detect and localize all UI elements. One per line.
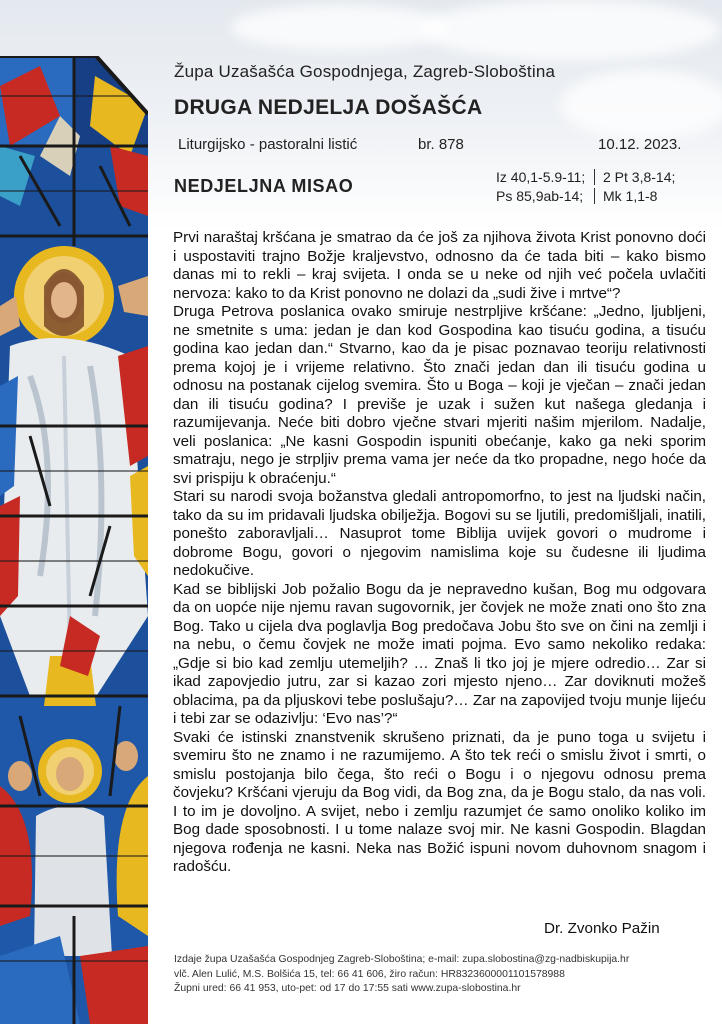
readings-divider [594, 188, 603, 204]
article-paragraph: Svaki će istinski znanstvenik skrušeno priznati, da je puno toga u svijetu i svemiru što ne znamo i ne razumijemo. A što tek reći o smislu život i smrti, o smislu postojanja bilo čega, što reći o Bogu i o njegovu odnosu prema čovjeku? Kršćani vjeruju da Bog vidi, da Bog zna, da je Bogu stalo, da nas voli. I to im je dovoljno. A svijet, nebo i zemlju razumjet će samo onoliko koliko im Bog dade sposobnosti. I u tome nalaze svoj mir. Ne kasni Gospodin. Blagdan njegova rođenja ne kasni. Neka nas Božić ispuni novom duhovnom snagom i radošću. [173, 728, 706, 875]
article-paragraph: Druga Petrova poslanica ovako smiruje nestrpljive kršćane: „Jedno, ljubljeni, ne smetnite s uma: jedan je dan kod Gospodina kao tisuću godina, a tisuću godina kao jedan dan.“ Stvarno, kao da je pisac poznavao teoriju relativnosti prema kojoj je i vrijeme relativno. Što znači jedan dan ili tisuću godina u odnosu na postanak cijelog svemira. Što u Boga – koji je vječan – znači jedan dan ili tisuću godina? I previše je uzak i sužen kut našega gledanja i razumijevanja. Neće biti dobro vječne stvari mjeriti našim mjerilom. Nadalje, veli poslanica: „Ne kasni Gospodin ispuniti obećanje, kako ga neki sporim smatraju, nego je strpljiv prema vama jer neće da tko propadne, nego hoće da svi prispiju k obraćenju.“ [173, 303, 706, 487]
section-title: NEDJELJNA MISAO [174, 176, 354, 196]
article-body [173, 229, 706, 877]
leaflet-type: Liturgijsko - pastoralni listić [178, 136, 358, 153]
reading-first: Iz 40,1-5.9-11; [496, 169, 586, 185]
issue-number: br. 878 [418, 136, 464, 153]
readings-divider [594, 169, 603, 185]
stained-glass-window-image [0, 56, 148, 1024]
article-paragraph: Prvi naraštaj kršćana je smatrao da će još za njihova života Krist ponovno doći i uspostaviti trajno Božje kraljevstvo, odnosno da će tada biti – kako bismo danas mi to rekli – kraj svijeta. I onda se u neke od njih već počela uvlačiti nervoza: kako to da Krist ponovno ne dolazi da „sudi žive i mrtve“? [173, 229, 706, 302]
sunday-title: DRUGA NEDJELJA DOŠAŠĆA [174, 96, 483, 119]
readings-row [496, 168, 675, 187]
issue-date: 10.12. 2023. [598, 136, 682, 153]
footer-publisher-line: Izdaje župa Uzašašća Gospodnjeg Zagreb-Sloboština; e-mail: zupa.slobostina@zg-nadbiskupija.hr [174, 954, 630, 965]
liturgical-readings [496, 168, 675, 206]
sky-cloud [560, 70, 722, 140]
reading-gospel: Mk 1,1-8 [603, 188, 658, 204]
reading-second: 2 Pt 3,8-14; [603, 169, 676, 185]
article-paragraph: Kad se biblijski Job požalio Bogu da je nepravedno kušan, Bog mu odgovara da on uopće nije njemu ravan sugovornik, jer čovjek ne može znati ono što zna Bog. Tako u cijela dva poglavlja Bog predočava Jobu što sve on čini na zemlji i na nebu, o čemu čovjek ne može imati pojma. Evo samo nekoliko redaka: „Gdje si bio kad zemlju utemeljih? … Znaš li tko joj je mjere odredio… Zar si ikad zapovjedio jutru, zar si kazao zori mjesto njeno… Zar doviknuti možeš oblacima, pa da pljuskovi tebe poslušaju?… Zar na zapovijed tvoju munje lijeću i tebi zar se odazivlju: ‘Evo nas’?“ [173, 580, 706, 727]
footer-office-line: Župni ured: 66 41 953, uto-pet: od 17 do 17:55 sati www.zupa-slobostina.hr [174, 983, 521, 995]
footer-info [174, 953, 629, 997]
author-signature: Dr. Zvonko Pažin [544, 920, 660, 937]
sky-cloud [420, 0, 720, 60]
footer-contact-line: vlč. Alen Lulić, M.S. Bolšića 15, tel: 66 41 606, žiro račun: HR8323600001101578988 [174, 968, 565, 980]
sky-cloud [230, 5, 450, 50]
article-paragraph: Stari su narodi svoja božanstva gledali antropomorfno, to jest na ljudski način, tako da su im pridavali ljudska obilježja. Bogovi su se ljutili, predomišljali, inatili, ponešto zaboravljali… Nasuprot tome Biblija uvijek govori o mudrome i dobrome Bogu, govori o njegovim namislima koje su čudesne ili ljudima nedokučive. [173, 488, 706, 579]
reading-psalm: Ps 85,9ab-14; [496, 188, 584, 204]
parish-name: Župa Uzašašća Gospodnjega, Zagreb-Sloboština [174, 62, 556, 81]
readings-row [496, 187, 675, 206]
